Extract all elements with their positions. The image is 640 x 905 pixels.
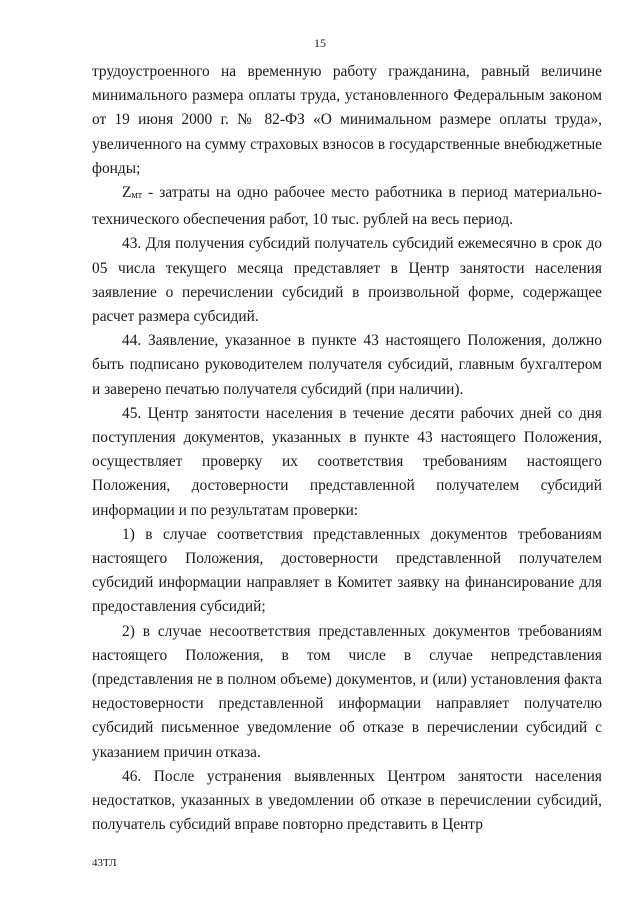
paragraph-45-item-2: 2) в случае несоответствия представленных документов требованиям настоящего Положения, в том числе в случае непредставления (представления не в полном объеме) документов, и (или) установления факта недостоверности представленной информации направляет получателю субсидий письменное уведомление об отказе в перечислении субсидий с указанием причин отказа. [92,622,602,761]
footer-code: 43ТЛ [92,857,117,869]
symbol-subscript: мт [131,190,143,202]
symbol-z: Z [122,184,132,202]
page-number: 15 [314,36,326,50]
paragraph-44: 44. Заявление, указанное в пункте 43 настоящего Положения, должно быть подписано руководителем получателя субсидий, главным бухгалтером и заверено печатью получателя субсидий (при наличии). [92,332,602,398]
paragraph-45: 45. Центр занятости населения в течение десяти рабочих дней со дня поступления документов, указанных в пункте 43 настоящего Положения, осуществляет проверку их соответствия требованиям настоящего Положения, достоверности представленной получателем субсидий информации и по результатам проверки: [92,404,602,519]
zmt-definition-text: - затраты на одно рабочее место работника в период материально-технического обеспечения работ, 10 тыс. рублей на весь период. [92,184,602,229]
paragraph-zmt-definition [92,181,602,232]
paragraph-continuation: трудоустроенного на временную работу гражданина, равный величине минимального размера оплаты труда, установленного Федеральным законом от 19 июня 2000 г. № 82-ФЗ «О минимальном размере оплаты труда», увеличенного на сумму страховых взносов в государственные внебюджетные фонды; [92,63,602,177]
paragraph-46: 46. После устранения выявленных Центром занятости населения недостатков, указанных в уведомлении об отказе в перечислении субсидий, получатель субсидий вправе повторно представить в Центр [92,767,602,834]
document-body [92,60,602,838]
paragraph-43: 43. Для получения субсидий получатель субсидий ежемесячно в срок до 05 числа текущего месяца представляет в Центр занятости населения заявление о перечислении субсидий в произвольной форме, содержащее расчет размера субсидий. [92,235,602,326]
paragraph-45-item-1: 1) в случае соответствия представленных документов требованиям настоящего Положения, достоверности представленной получателем субсидий информации направляет в Комитет заявку на финансирование для предоставления субсидий; [92,525,602,616]
